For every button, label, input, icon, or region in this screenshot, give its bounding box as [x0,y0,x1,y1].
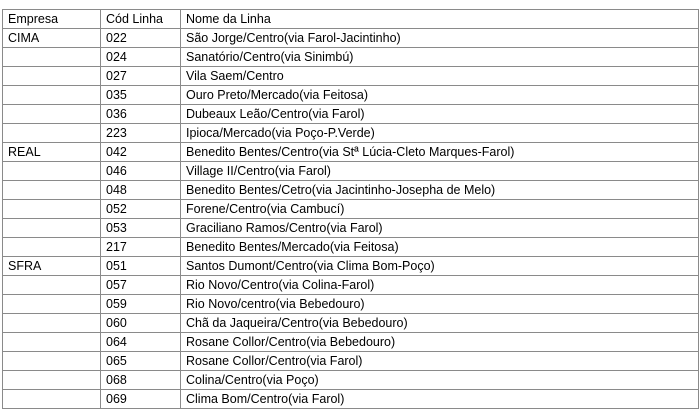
cell-codigo[interactable]: 027 [101,67,181,86]
table-row [3,371,699,390]
table-row [3,219,699,238]
cell-codigo[interactable]: 036 [101,105,181,124]
cell-empresa[interactable] [3,124,101,143]
cell-codigo[interactable]: 064 [101,333,181,352]
cell-nome[interactable]: Sanatório/Centro(via Sinimbú) [181,48,699,67]
cell-nome[interactable]: Chã da Jaqueira/Centro(via Bebedouro) [181,314,699,333]
header-row [3,10,699,29]
cell-codigo[interactable]: 024 [101,48,181,67]
cell-empresa[interactable] [3,67,101,86]
cell-nome[interactable]: Benedito Bentes/Mercado(via Feitosa) [181,238,699,257]
table-row [3,86,699,105]
table-row [3,105,699,124]
cell-empresa[interactable] [3,276,101,295]
cell-empresa[interactable] [3,333,101,352]
cell-empresa[interactable]: SFRA [3,257,101,276]
cell-codigo[interactable]: 035 [101,86,181,105]
cell-empresa[interactable] [3,390,101,409]
cell-empresa[interactable] [3,200,101,219]
table-row [3,257,699,276]
cell-nome[interactable]: Colina/Centro(via Poço) [181,371,699,390]
table-row [3,314,699,333]
cell-empresa[interactable] [3,352,101,371]
cell-codigo[interactable]: 060 [101,314,181,333]
header-empresa[interactable]: Empresa [3,10,101,29]
table-row [3,48,699,67]
table-row [3,238,699,257]
cell-nome[interactable]: Vila Saem/Centro [181,67,699,86]
cell-empresa[interactable] [3,219,101,238]
table-row [3,181,699,200]
table-row [3,295,699,314]
header-cod-linha[interactable]: Cód Linha [101,10,181,29]
cell-empresa[interactable] [3,181,101,200]
table-row [3,143,699,162]
cell-nome[interactable]: Santos Dumont/Centro(via Clima Bom-Poço) [181,257,699,276]
cell-codigo[interactable]: 057 [101,276,181,295]
table-row [3,29,699,48]
table-row [3,200,699,219]
cell-nome[interactable]: Rio Novo/centro(via Bebedouro) [181,295,699,314]
table-row [3,390,699,409]
cell-empresa[interactable] [3,162,101,181]
cell-empresa[interactable] [3,86,101,105]
cell-empresa[interactable] [3,314,101,333]
cell-codigo[interactable]: 022 [101,29,181,48]
table-row [3,162,699,181]
cell-nome[interactable]: Rio Novo/Centro(via Colina-Farol) [181,276,699,295]
cell-codigo[interactable]: 051 [101,257,181,276]
cell-empresa[interactable]: REAL [3,143,101,162]
cell-nome[interactable]: Benedito Bentes/Cetro(via Jacintinho-Josepha de Melo) [181,181,699,200]
cell-codigo[interactable]: 053 [101,219,181,238]
cell-codigo[interactable]: 065 [101,352,181,371]
cell-nome[interactable]: Rosane Collor/Centro(via Farol) [181,352,699,371]
cell-nome[interactable]: Clima Bom/Centro(via Farol) [181,390,699,409]
cell-empresa[interactable] [3,105,101,124]
cell-nome[interactable]: Rosane Collor/Centro(via Bebedouro) [181,333,699,352]
table-body [3,29,699,409]
cell-empresa[interactable] [3,295,101,314]
table-row [3,67,699,86]
cell-empresa[interactable] [3,48,101,67]
cell-codigo[interactable]: 068 [101,371,181,390]
cell-nome[interactable]: Village II/Centro(via Farol) [181,162,699,181]
cell-empresa[interactable]: CIMA [3,29,101,48]
cell-codigo[interactable]: 059 [101,295,181,314]
table-row [3,124,699,143]
table-row [3,352,699,371]
table-row [3,333,699,352]
cell-codigo[interactable]: 046 [101,162,181,181]
cell-nome[interactable]: Graciliano Ramos/Centro(via Farol) [181,219,699,238]
cell-codigo[interactable]: 048 [101,181,181,200]
cell-nome[interactable]: Forene/Centro(via Cambucí) [181,200,699,219]
cell-nome[interactable]: Dubeaux Leão/Centro(via Farol) [181,105,699,124]
table-row [3,276,699,295]
bus-lines-table [2,9,699,409]
cell-codigo[interactable]: 069 [101,390,181,409]
cell-nome[interactable]: São Jorge/Centro(via Farol-Jacintinho) [181,29,699,48]
cell-empresa[interactable] [3,371,101,390]
cell-codigo[interactable]: 052 [101,200,181,219]
cell-codigo[interactable]: 217 [101,238,181,257]
cell-nome[interactable]: Ipioca/Mercado(via Poço-P.Verde) [181,124,699,143]
cell-nome[interactable]: Ouro Preto/Mercado(via Feitosa) [181,86,699,105]
header-nome-linha[interactable]: Nome da Linha [181,10,699,29]
cell-empresa[interactable] [3,238,101,257]
cell-codigo[interactable]: 042 [101,143,181,162]
cell-nome[interactable]: Benedito Bentes/Centro(via Stª Lúcia-Cleto Marques-Farol) [181,143,699,162]
cell-codigo[interactable]: 223 [101,124,181,143]
